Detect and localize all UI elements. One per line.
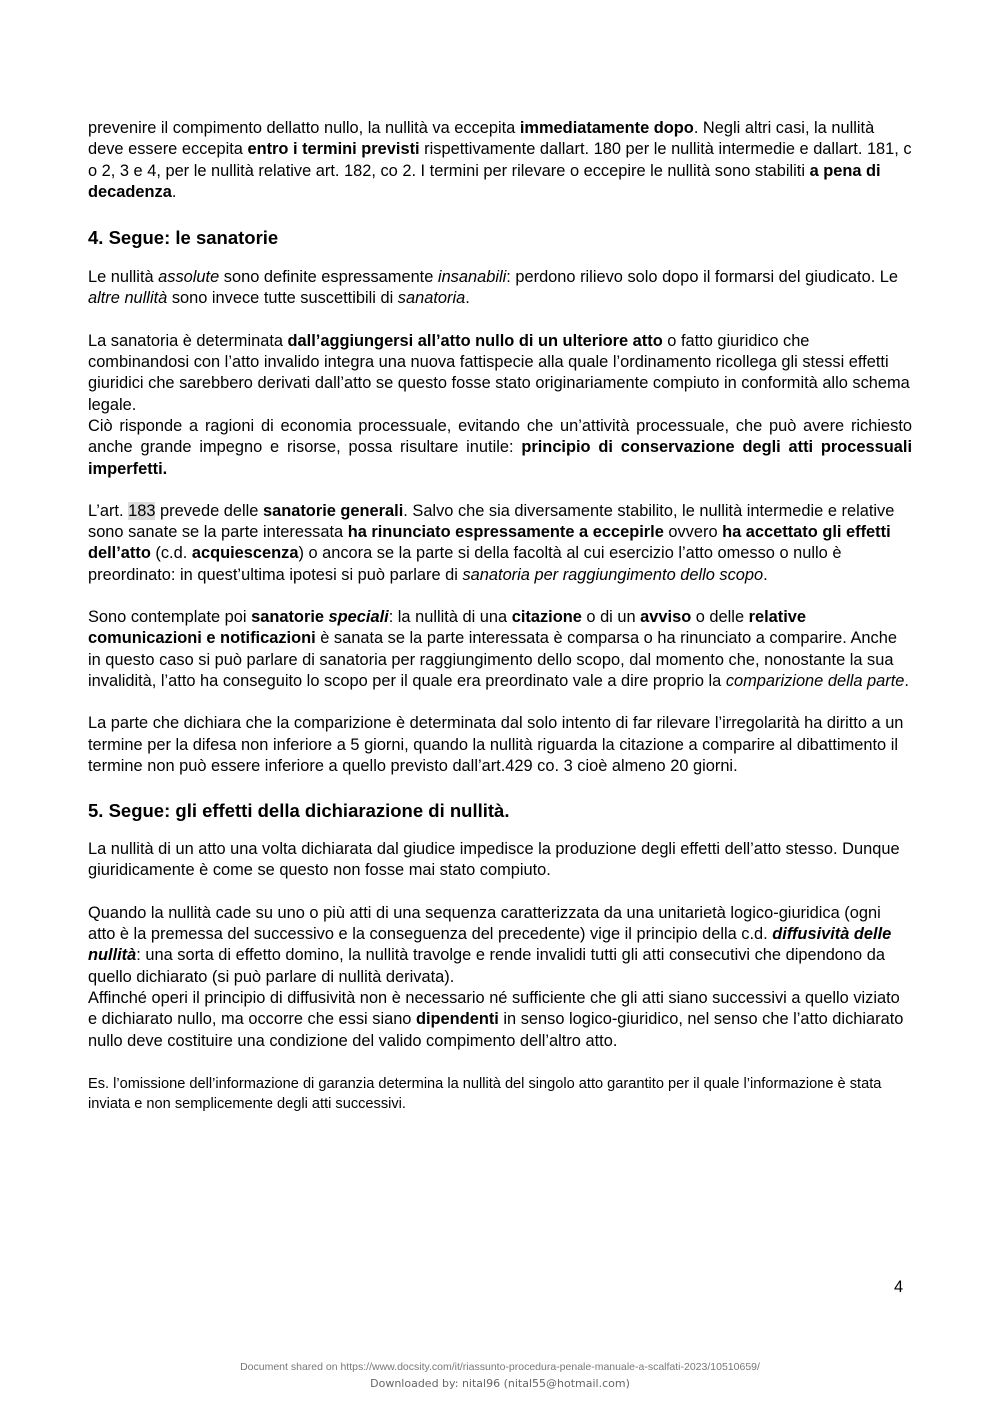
section-heading-effetti: 5. Segue: gli effetti della dichiarazione di nullità. [88, 800, 510, 822]
paragraph-termine-difesa: La parte che dichiara che la comparizione è determinata dal solo intento di far rilevare l’irregolarità ha diritto a un termine per la difesa non inferiore a 5 giorni, quando la nullità riguarda la citazione a comparire al dibattimento il termine non può essere inferiore a quello previsto dall’art.429 co. 3 cioè almeno 20 giorni. [88, 714, 904, 775]
paragraph-effetti-nullita: La nullità di un atto una volta dichiarata dal giudice impedisce la produzione degli effetti dell’atto stesso. Dunque giuridicamente è come se questo non fosse mai stato compiuto. [88, 840, 900, 880]
paragraph-sanatoria-definizione: La sanatoria è determinata dall’aggiungersi all’atto nullo di un ulteriore atto o fatto giuridico che combinandosi con l’atto invalido integra una nuova fattispecie alla quale l’ordinamento ricollega gli stessi effetti giuridici che sarebbero derivati dall’atto se questo fosse stato originariamente compiuto in conformità allo schema legale. [88, 331, 910, 414]
paragraph-nullita-eccezione: prevenire il compimento dellatto nullo, la nullità va eccepita immediatamente dopo. Negli altri casi, la nullità deve essere eccepita entro i termini previsti rispettivamente dallart. 180 per le nullità intermedie e dallart. 181, c o 2, 3 e 4, per le nullità relative art. 182, co 2. I termini per rilevare o eccepire le nullità sono stabiliti a pena di decadenza. [88, 119, 912, 201]
footer-downloaded-by: Downloaded by: nital96 (nital55@hotmail.com) [370, 1377, 630, 1390]
paragraph-sanatorie-generali: L’art. 183 prevede delle sanatorie generali. Salvo che sia diversamente stabilito, le nullità intermedie e relative sono sanate se la parte interessata ha rinunciato espressamente a eccepirle ovvero ha accettato gli effetti dell’atto (c.d. acquiescenza) o ancora se la parte si della facoltà al cui esercizio l’atto omesso o nullo è preordinato: in quest’ultima ipotesi si può parlare di sanatoria per raggiungimento dello scopo. [88, 501, 895, 584]
footer-shared-link: Document shared on https://www.docsity.com/it/riassunto-procedura-penale-manuale-a-scalfati-2023/10510659/ [240, 1361, 760, 1373]
paragraph-economia-processuale: Ciò risponde a ragioni di economia processuale, evitando che un’attività processuale, che può avere richiesto anche grande impegno e risorse, possa risultare inutile: principio di conservazione degli atti processuali imperfetti. [88, 416, 913, 478]
paragraph-nullita-assolute: Le nullità assolute sono definite espressamente insanabili: perdono rilievo solo dopo il formarsi del giudicato. Le altre nullità sono invece tutte suscettibili di sanatoria. [88, 268, 899, 308]
paragraph-dipendenza-atti: Affinché operi il principio di diffusività non è necessario né sufficiente che gli atti siano successivi a quello viziato e dichiarato nullo, ma occorre che essi siano dipendenti in senso logico-giuridico, nel senso che l’atto dichiarato nullo deve costituire una condizione del valido compimento dell’altro atto. [88, 988, 904, 1050]
paragraph-sanatorie-speciali: Sono contemplate poi sanatorie speciali: la nullità di una citazione o di un avviso o delle relative comunicazioni e notificazioni è sanata se la parte interessata è comparsa o ha rinunciato a comparire. Anche in questo caso si può parlare di sanatoria per raggiungimento dello scopo, dal momento che, nonostante la sua invalidità, l’atto ha conseguito lo scopo per il quale era preordinato vale a dire proprio la comparizione della parte. [88, 608, 909, 690]
section-heading-sanatorie: 4. Segue: le sanatorie [88, 227, 279, 249]
highlighted-article-number: 183 [128, 501, 156, 520]
paragraph-diffusivita: Quando la nullità cade su uno o più atti di una sequenza caratterizzata da una unitarietà logico-giuridica (ogni atto è la premessa del successivo e la conseguenza del precedente) vige il principio della c.d. diffusività delle nullità: una sorta di effetto domino, la nullità travolge e rende invalidi tutti gli atti consecutivi che dipendono da quello dichiarato (si può parlare di nullità derivata). [88, 903, 892, 986]
page-number: 4 [894, 1278, 904, 1296]
paragraph-esempio: Es. l’omissione dell’informazione di garanzia determina la nullità del singolo atto garantito per il quale l’informazione è stata inviata e non semplicemente degli atti successivi. [88, 1075, 882, 1112]
document-page [88, 118, 912, 1114]
